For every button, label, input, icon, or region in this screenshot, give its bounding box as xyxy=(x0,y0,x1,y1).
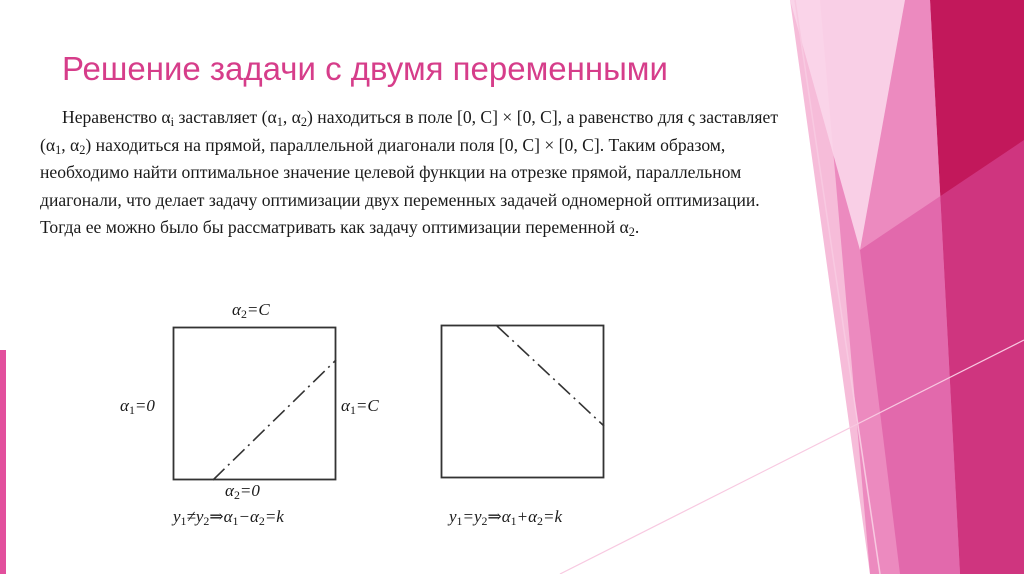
left-top-label: $\alpha_2=C$ xyxy=(232,300,270,321)
right-dashdot-line xyxy=(497,326,604,426)
body-paragraph: Неравенство $\alpha_i$ заставляет ($\alpha_1$, $\alpha_2$) находиться в поле [0, C] × [0, C], а равенство для ς заставляет ($\alpha_1$, $\alpha_2$) находиться на прямой, параллельной диагонали поля [0, C] × [0, C]. Таким образом, необходимо найти оптимальное значение целевой функции на отрезке прямой, параллельном диагонали, что делает задачу оптимизации двух переменных задачей одномерной оптимизации. Тогда ее можно было бы рассматривать как задачу оптимизации переменной $\alpha_2$. xyxy=(40,107,779,240)
right-caption: $y_1=y_2\Rightarrow\alpha_1+\alpha_2=k$ xyxy=(449,507,562,528)
left-left-label: $\alpha_1=0$ xyxy=(120,396,155,417)
right-square xyxy=(442,326,604,478)
slide-title: Решение задачи с двумя переменными xyxy=(62,50,668,87)
left-caption: $y_1\ne y_2\Rightarrow\alpha_1-\alpha_2=k$ xyxy=(173,507,284,528)
left-right-label: $\alpha_1=C$ xyxy=(341,396,379,417)
left-bottom-label: $\alpha_2=0$ xyxy=(225,481,260,502)
